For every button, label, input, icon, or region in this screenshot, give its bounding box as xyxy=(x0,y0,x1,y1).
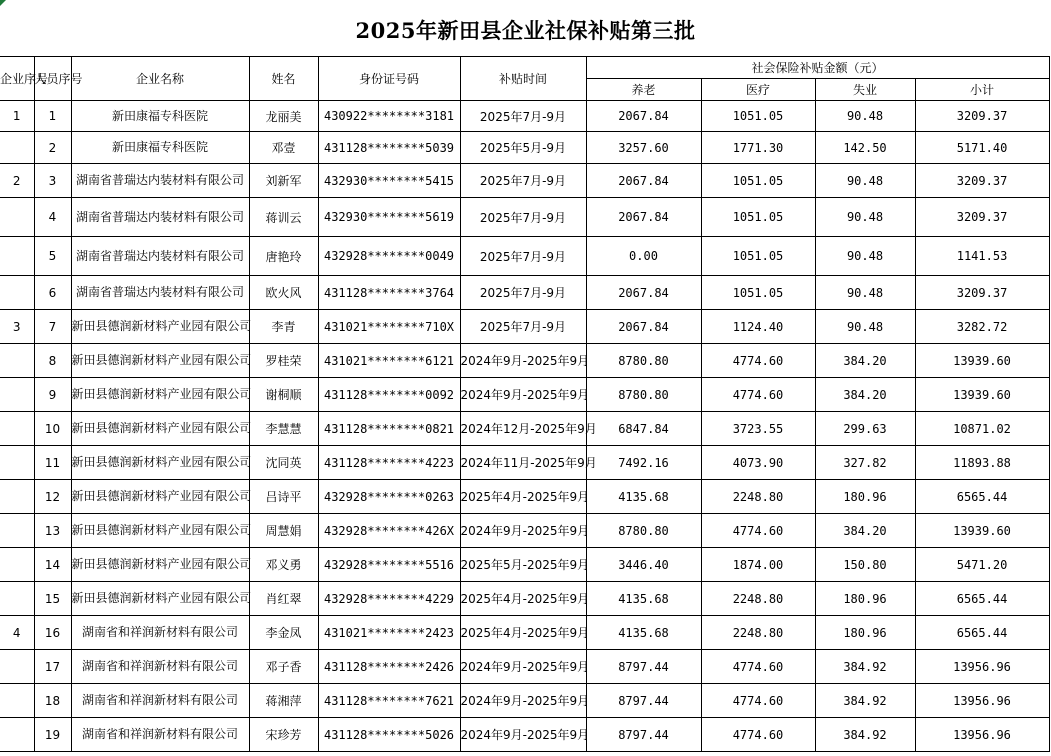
id-number-cell: 431128********3764 xyxy=(318,276,460,310)
table-row xyxy=(0,378,1049,412)
company-cell: 湖南省普瑞达内装材料有限公司 xyxy=(71,164,249,198)
person-seq-cell: 3 xyxy=(34,164,71,198)
name-cell: 吕诗平 xyxy=(249,480,318,514)
enterprise-seq-cell xyxy=(0,446,34,480)
unemployment-cell: 180.96 xyxy=(815,616,915,650)
period-cell: 2024年9月-2025年9月 xyxy=(460,514,586,548)
pension-cell: 4135.68 xyxy=(586,582,701,616)
id-number-cell: 431128********2426 xyxy=(318,650,460,684)
period-cell: 2025年4月-2025年9月 xyxy=(460,582,586,616)
name-cell: 李慧慧 xyxy=(249,412,318,446)
id-number-cell: 432930********5415 xyxy=(318,164,460,198)
subtotal-cell: 5171.40 xyxy=(915,132,1049,164)
header-company: 企业名称 xyxy=(71,57,249,101)
enterprise-seq-cell: 1 xyxy=(0,101,34,132)
unemployment-cell: 384.92 xyxy=(815,684,915,718)
header-id: 身份证号码 xyxy=(318,57,460,101)
subtotal-cell: 6565.44 xyxy=(915,480,1049,514)
id-number-cell: 432928********4229 xyxy=(318,582,460,616)
medical-cell: 4774.60 xyxy=(701,718,815,752)
table-row xyxy=(0,164,1049,198)
pension-cell: 4135.68 xyxy=(586,480,701,514)
period-cell: 2025年7月-9月 xyxy=(460,237,586,276)
unemployment-cell: 150.80 xyxy=(815,548,915,582)
person-seq-cell: 12 xyxy=(34,480,71,514)
pension-cell: 8780.80 xyxy=(586,514,701,548)
name-cell: 谢桐顺 xyxy=(249,378,318,412)
person-seq-cell: 16 xyxy=(34,616,71,650)
name-cell: 沈同英 xyxy=(249,446,318,480)
id-number-cell: 430922********3181 xyxy=(318,101,460,132)
table-row xyxy=(0,344,1049,378)
name-cell: 罗桂荣 xyxy=(249,344,318,378)
name-cell: 蒋训云 xyxy=(249,198,318,237)
table-row xyxy=(0,514,1049,548)
period-cell: 2025年7月-9月 xyxy=(460,164,586,198)
pension-cell: 8780.80 xyxy=(586,344,701,378)
company-cell: 新田县德润新材料产业园有限公司 xyxy=(71,412,249,446)
subtotal-cell: 10871.02 xyxy=(915,412,1049,446)
person-seq-cell: 5 xyxy=(34,237,71,276)
id-number-cell: 432928********426X xyxy=(318,514,460,548)
period-cell: 2024年9月-2025年9月 xyxy=(460,718,586,752)
enterprise-seq-cell xyxy=(0,718,34,752)
company-cell: 新田县德润新材料产业园有限公司 xyxy=(71,446,249,480)
subtotal-cell: 3209.37 xyxy=(915,164,1049,198)
table-row xyxy=(0,276,1049,310)
table-row xyxy=(0,237,1049,276)
header-unemployment: 失业 xyxy=(815,79,915,101)
person-seq-cell: 4 xyxy=(34,198,71,237)
person-seq-cell: 7 xyxy=(34,310,71,344)
unemployment-cell: 327.82 xyxy=(815,446,915,480)
enterprise-seq-cell xyxy=(0,650,34,684)
pension-cell: 2067.84 xyxy=(586,101,701,132)
period-cell: 2025年5月-2025年9月 xyxy=(460,548,586,582)
id-number-cell: 431128********5039 xyxy=(318,132,460,164)
person-seq-cell: 19 xyxy=(34,718,71,752)
period-cell: 2025年7月-9月 xyxy=(460,276,586,310)
table-row xyxy=(0,198,1049,237)
unemployment-cell: 384.92 xyxy=(815,650,915,684)
company-cell: 湖南省和祥润新材料有限公司 xyxy=(71,684,249,718)
medical-cell: 2248.80 xyxy=(701,480,815,514)
header-enterprise-seq: 企业序号 xyxy=(0,57,34,101)
subtotal-cell: 13939.60 xyxy=(915,378,1049,412)
medical-cell: 1051.05 xyxy=(701,198,815,237)
pension-cell: 3446.40 xyxy=(586,548,701,582)
name-cell: 李金凤 xyxy=(249,616,318,650)
table-row xyxy=(0,548,1049,582)
table-row xyxy=(0,310,1049,344)
company-cell: 新田康福专科医院 xyxy=(71,132,249,164)
subtotal-cell: 13939.60 xyxy=(915,344,1049,378)
period-cell: 2024年11月-2025年9月 xyxy=(460,446,586,480)
enterprise-seq-cell xyxy=(0,198,34,237)
company-cell: 湖南省普瑞达内装材料有限公司 xyxy=(71,237,249,276)
unemployment-cell: 90.48 xyxy=(815,310,915,344)
subtotal-cell: 5471.20 xyxy=(915,548,1049,582)
name-cell: 邓壹 xyxy=(249,132,318,164)
enterprise-seq-cell xyxy=(0,132,34,164)
pension-cell: 8797.44 xyxy=(586,684,701,718)
person-seq-cell: 10 xyxy=(34,412,71,446)
medical-cell: 1051.05 xyxy=(701,101,815,132)
period-cell: 2024年9月-2025年9月 xyxy=(460,344,586,378)
person-seq-cell: 9 xyxy=(34,378,71,412)
period-cell: 2025年7月-9月 xyxy=(460,101,586,132)
subtotal-cell: 3209.37 xyxy=(915,101,1049,132)
table-row xyxy=(0,480,1049,514)
subtotal-cell: 13939.60 xyxy=(915,514,1049,548)
table-row xyxy=(0,650,1049,684)
company-cell: 新田县德润新材料产业园有限公司 xyxy=(71,480,249,514)
name-cell: 邓义勇 xyxy=(249,548,318,582)
medical-cell: 4774.60 xyxy=(701,650,815,684)
header-subtotal: 小计 xyxy=(915,79,1049,101)
enterprise-seq-cell xyxy=(0,378,34,412)
pension-cell: 2067.84 xyxy=(586,198,701,237)
id-number-cell: 431128********4223 xyxy=(318,446,460,480)
pension-cell: 4135.68 xyxy=(586,616,701,650)
enterprise-seq-cell xyxy=(0,237,34,276)
medical-cell: 4774.60 xyxy=(701,684,815,718)
enterprise-seq-cell xyxy=(0,276,34,310)
enterprise-seq-cell xyxy=(0,480,34,514)
unemployment-cell: 180.96 xyxy=(815,480,915,514)
header-medical: 医疗 xyxy=(701,79,815,101)
enterprise-seq-cell xyxy=(0,514,34,548)
table-row xyxy=(0,446,1049,480)
enterprise-seq-cell xyxy=(0,582,34,616)
pension-cell: 7492.16 xyxy=(586,446,701,480)
unemployment-cell: 90.48 xyxy=(815,101,915,132)
medical-cell: 1051.05 xyxy=(701,276,815,310)
person-seq-cell: 14 xyxy=(34,548,71,582)
medical-cell: 2248.80 xyxy=(701,582,815,616)
pension-cell: 8797.44 xyxy=(586,650,701,684)
person-seq-cell: 17 xyxy=(34,650,71,684)
pension-cell: 0.00 xyxy=(586,237,701,276)
table-row xyxy=(0,616,1049,650)
person-seq-cell: 8 xyxy=(34,344,71,378)
person-seq-cell: 2 xyxy=(34,132,71,164)
subtotal-cell: 1141.53 xyxy=(915,237,1049,276)
unemployment-cell: 384.20 xyxy=(815,378,915,412)
id-number-cell: 431128********0821 xyxy=(318,412,460,446)
header-person-seq: 人员序号 xyxy=(34,57,71,101)
unemployment-cell: 384.20 xyxy=(815,344,915,378)
pension-cell: 2067.84 xyxy=(586,276,701,310)
enterprise-seq-cell: 4 xyxy=(0,616,34,650)
period-cell: 2025年5月-9月 xyxy=(460,132,586,164)
id-number-cell: 431021********2423 xyxy=(318,616,460,650)
medical-cell: 4073.90 xyxy=(701,446,815,480)
subsidy-table xyxy=(0,56,1050,752)
unemployment-cell: 384.20 xyxy=(815,514,915,548)
id-number-cell: 431021********6121 xyxy=(318,344,460,378)
person-seq-cell: 13 xyxy=(34,514,71,548)
table-row xyxy=(0,582,1049,616)
name-cell: 邓子香 xyxy=(249,650,318,684)
period-cell: 2025年7月-9月 xyxy=(460,198,586,237)
table-row xyxy=(0,101,1049,132)
unemployment-cell: 90.48 xyxy=(815,276,915,310)
company-cell: 新田康福专科医院 xyxy=(71,101,249,132)
id-number-cell: 431021********710X xyxy=(318,310,460,344)
enterprise-seq-cell xyxy=(0,548,34,582)
period-cell: 2024年9月-2025年9月 xyxy=(460,684,586,718)
unemployment-cell: 180.96 xyxy=(815,582,915,616)
name-cell: 蒋湘萍 xyxy=(249,684,318,718)
person-seq-cell: 15 xyxy=(34,582,71,616)
person-seq-cell: 6 xyxy=(34,276,71,310)
person-seq-cell: 18 xyxy=(34,684,71,718)
name-cell: 李青 xyxy=(249,310,318,344)
company-cell: 新田县德润新材料产业园有限公司 xyxy=(71,582,249,616)
pension-cell: 8797.44 xyxy=(586,718,701,752)
header-pension: 养老 xyxy=(586,79,701,101)
period-cell: 2024年9月-2025年9月 xyxy=(460,378,586,412)
medical-cell: 2248.80 xyxy=(701,616,815,650)
id-number-cell: 432928********5516 xyxy=(318,548,460,582)
medical-cell: 3723.55 xyxy=(701,412,815,446)
name-cell: 欧火风 xyxy=(249,276,318,310)
pension-cell: 8780.80 xyxy=(586,378,701,412)
name-cell: 宋珍芳 xyxy=(249,718,318,752)
period-cell: 2025年4月-2025年9月 xyxy=(460,480,586,514)
company-cell: 湖南省普瑞达内装材料有限公司 xyxy=(71,276,249,310)
company-cell: 新田县德润新材料产业园有限公司 xyxy=(71,378,249,412)
subtotal-cell: 3282.72 xyxy=(915,310,1049,344)
person-seq-cell: 11 xyxy=(34,446,71,480)
pension-cell: 3257.60 xyxy=(586,132,701,164)
company-cell: 新田县德润新材料产业园有限公司 xyxy=(71,344,249,378)
company-cell: 新田县德润新材料产业园有限公司 xyxy=(71,310,249,344)
unemployment-cell: 299.63 xyxy=(815,412,915,446)
period-cell: 2025年7月-9月 xyxy=(460,310,586,344)
company-cell: 新田县德润新材料产业园有限公司 xyxy=(71,548,249,582)
subtotal-cell: 3209.37 xyxy=(915,198,1049,237)
subtotal-cell: 13956.96 xyxy=(915,718,1049,752)
medical-cell: 4774.60 xyxy=(701,514,815,548)
header-amount-group: 社会保险补贴金额（元） xyxy=(586,57,1049,79)
name-cell: 周慧娟 xyxy=(249,514,318,548)
period-cell: 2025年4月-2025年9月 xyxy=(460,616,586,650)
enterprise-seq-cell xyxy=(0,412,34,446)
id-number-cell: 431128********5026 xyxy=(318,718,460,752)
medical-cell: 1051.05 xyxy=(701,237,815,276)
subtotal-cell: 6565.44 xyxy=(915,616,1049,650)
subtotal-cell: 11893.88 xyxy=(915,446,1049,480)
enterprise-seq-cell: 3 xyxy=(0,310,34,344)
unemployment-cell: 142.50 xyxy=(815,132,915,164)
medical-cell: 1771.30 xyxy=(701,132,815,164)
enterprise-seq-cell: 2 xyxy=(0,164,34,198)
medical-cell: 1124.40 xyxy=(701,310,815,344)
subtotal-cell: 13956.96 xyxy=(915,650,1049,684)
medical-cell: 1874.00 xyxy=(701,548,815,582)
unemployment-cell: 90.48 xyxy=(815,198,915,237)
id-number-cell: 432928********0263 xyxy=(318,480,460,514)
table-row xyxy=(0,412,1049,446)
medical-cell: 4774.60 xyxy=(701,378,815,412)
person-seq-cell: 1 xyxy=(34,101,71,132)
name-cell: 肖红翠 xyxy=(249,582,318,616)
unemployment-cell: 384.92 xyxy=(815,718,915,752)
company-cell: 湖南省普瑞达内装材料有限公司 xyxy=(71,198,249,237)
table-row xyxy=(0,132,1049,164)
period-cell: 2024年9月-2025年9月 xyxy=(460,650,586,684)
pension-cell: 6847.84 xyxy=(586,412,701,446)
name-cell: 唐艳玲 xyxy=(249,237,318,276)
pension-cell: 2067.84 xyxy=(586,310,701,344)
page-title: 2025年新田县企业社保补贴第三批 xyxy=(355,18,696,43)
id-number-cell: 431128********0092 xyxy=(318,378,460,412)
subtotal-cell: 13956.96 xyxy=(915,684,1049,718)
id-number-cell: 432930********5619 xyxy=(318,198,460,237)
name-cell: 刘新军 xyxy=(249,164,318,198)
enterprise-seq-cell xyxy=(0,344,34,378)
table-row xyxy=(0,684,1049,718)
medical-cell: 4774.60 xyxy=(701,344,815,378)
table-body xyxy=(0,101,1049,752)
enterprise-seq-cell xyxy=(0,684,34,718)
id-number-cell: 431128********7621 xyxy=(318,684,460,718)
medical-cell: 1051.05 xyxy=(701,164,815,198)
pension-cell: 2067.84 xyxy=(586,164,701,198)
company-cell: 湖南省和祥润新材料有限公司 xyxy=(71,650,249,684)
company-cell: 新田县德润新材料产业园有限公司 xyxy=(71,514,249,548)
header-period: 补贴时间 xyxy=(460,57,586,101)
unemployment-cell: 90.48 xyxy=(815,164,915,198)
header-name: 姓名 xyxy=(249,57,318,101)
company-cell: 湖南省和祥润新材料有限公司 xyxy=(71,616,249,650)
subtotal-cell: 6565.44 xyxy=(915,582,1049,616)
subtotal-cell: 3209.37 xyxy=(915,276,1049,310)
period-cell: 2024年12月-2025年9月 xyxy=(460,412,586,446)
name-cell: 龙丽美 xyxy=(249,101,318,132)
company-cell: 湖南省和祥润新材料有限公司 xyxy=(71,718,249,752)
id-number-cell: 432928********0049 xyxy=(318,237,460,276)
unemployment-cell: 90.48 xyxy=(815,237,915,276)
table-row xyxy=(0,718,1049,752)
